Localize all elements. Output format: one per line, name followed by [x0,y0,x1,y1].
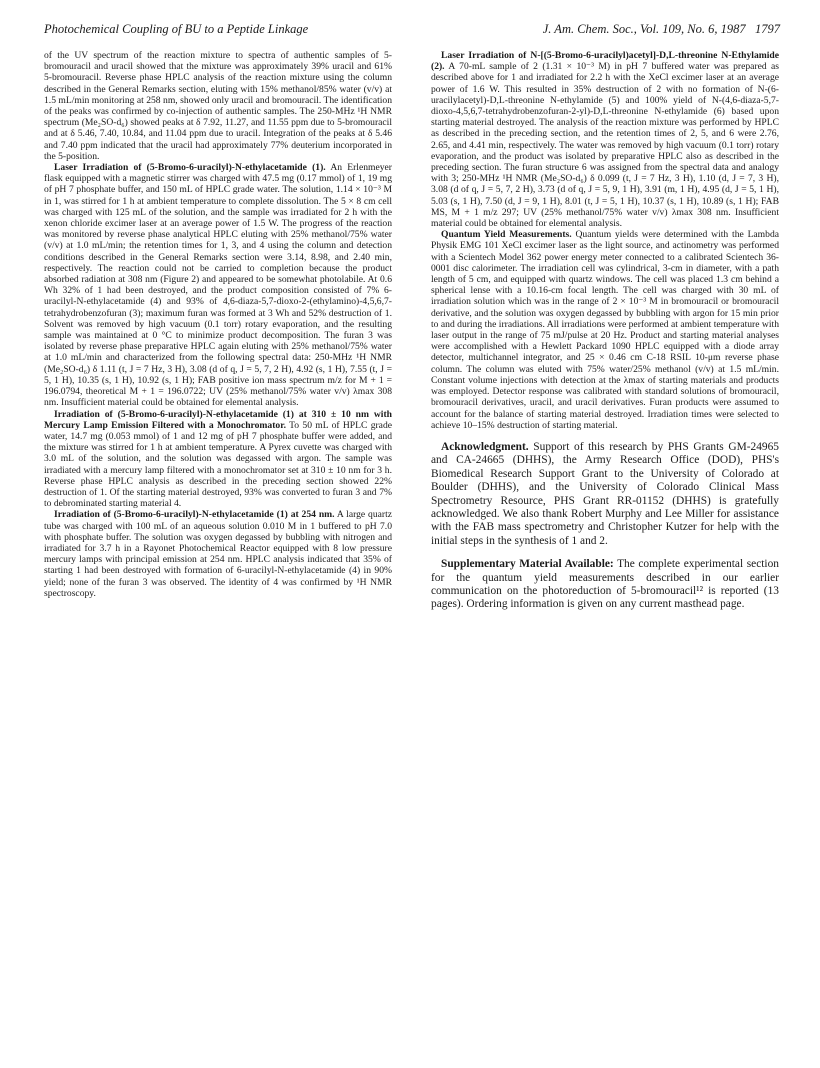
running-title: Photochemical Coupling of BU to a Peptide Linkage [44,22,309,36]
paragraph: Quantum Yield Measurements. Quantum yields were determined with the Lambda Physik EMG 101 XeCl excimer laser as the light source, and actinometry was performed with a Scientech Model 362 power energy meter connected to a calibrated Scientech 36-0001 disc calorimeter. The irradiation cell was cylindrical, 3-cm in diameter, with a path length of 5 cm, and equipped with quartz windows. The cell was placed 1.3 cm behind a spherical lense with a 10.16-cm focal length. The cell was charged with 30 mL of irradiation solution which was in the range of 2 × 10⁻³ M in bromouracil or bromouracil derivative, and the solution was oxygen degassed by bubbling with argon for 15 min prior to and during the irradiations. All irradiations were performed at ambient temperature with laser output in the range of 75 mJ/pulse at 20 Hz. Product and starting material analyses were accomplished with a Hewlett Packard 1090 HPLC equipped with a diode array detector, multichannel integrator, and 25 × 0.46 cm C-18 RSIL 10-μm reverse phase column. The column was eluted with 75% water/25% methanol (v/v) at 1.5 mL/min. Constant volume injections with detection at the λmax of starting materials and products was employed. Detector response was calibrated with standard solutions of bromouracil, bromouracil derivatives, uracil, and uracil derivatives. Furan products were assumed to account for the balance of starting material destroyed. Irradiation times were selected to achieve 10–15% destruction of starting material. [431,229,780,431]
supplementary-material: Supplementary Material Available: The complete experimental section for the quantum yield measurements described in our earlier communication on the photoreduction of 5-bromouracil¹² is reported (13 pages). Ordering information is given on any current masthead page. [431,558,779,611]
left-column [44,50,392,599]
journal-citation: J. Am. Chem. Soc., Vol. 109, No. 6, 1987 1797 [542,22,780,36]
supplementary-heading: Supplementary Material Available: [441,558,614,571]
paragraph: Irradiation of (5-Bromo-6-uracilyl)-N-ethylacetamide (1) at 310 ± 10 nm with Mercury Lamp Emission Filtered with a Monochromator. To 50 mL of HPLC grade water, 14.7 mg (0.053 mmol) of 1 and 12 mg of pH 7 phosphate buffer were added, and the mixture was stirred for 1 h at ambient temperature. A Pyrex cuvette was charged with 3.0 mL of the solution, and the solution was degassed with argon. The sample was irradiated with a mercury lamp filtered with a monochromator set at 310 ± 10 nm for 3 h. Reverse phase HPLC analysis as described in the preceding section showed 22% destruction of 1. Of the starting material destroyed, 93% was converted to furan 3 and 7% to debrominated starting material 4. [44,408,392,510]
paragraph: Laser Irradiation of N-[(5-Bromo-6-uracilyl)acetyl]-D,L-threonine N-Ethylamide (2). A 70-mL sample of 2 (1.31 × 10⁻³ M) in pH 7 buffered water was prepared as described above for 1 and irradiated for 2.2 h with the XeCl excimer laser at an average power of 1.6 W. This resulted in 35% destruction of 2 with no formation of N-(6-uracilylacetyl)-D,L-threonine N-ethylamide (5) and 100% yield of N-(4,6-diaza-5,7-dioxo-4,5,6,7-tetrahydrobenzofuran-2-yl)-D,L-threonine N-ethylamide (6) based upon starting material destroyed. The analysis of the reaction mixture was performed by HPLC as described in the preceding section, and the retention times of 2, 5, and 6 were 2.76, 2.65, and 4.41 min, respectively. The water was removed by high vacuum (0.1 torr) rotary evaporation, and the product was isolated by preparative HPLC also as described in the preceding section. The furan structure 6 was assigned from the spectral data and analogy with 3; 250-MHz ¹H NMR (Me₂SO-d₆) δ 0.099 (t, J = 7 Hz, 3 H), 1.10 (d, J = 7, 3 H), 3.08 (d of q, J = 5, 7, 2 H), 3.73 (d of q, J = 5, 9, 1 H), 3.91 (m, 1 H), 4.95 (d, J = 5, 1 H), 5.03 (s, 1 H), 7.50 (d, J = 9, 1 H), 8.01 (t, J = 5, 1 H), 10.37 (s, 1 H), 10.89 (s, 1 H); FAB MS, M + 1 m/z 297; UV (25% methanol/75% water v/v) λmax 308 nm. Insufficient material could be obtained for elemental analysis. [431,50,779,230]
acknowledgment: Acknowledgment. Support of this research by PHS Grants GM-24965 and CA-24665 (DHHS), the Army Research Office (DOD), PHS's Biomedical Research Support Grant to the University of Colorado at Boulder (DHHS), and the University of Colorado Clinical Mass Spectrometry Resource, PHS Grant RR-01152 (DHHS) is gratefully acknowledged. We also thank Robert Murphy and Lee Miller for assistance with the FAB mass spectrometry and Christopher Kutzer for help with the initial steps in the synthesis of 1 and 2. [431,440,779,547]
section-heading: Laser Irradiation of (5-Bromo-6-uracilyl)-N-ethylacetamide (1). [54,162,326,174]
section-heading: Laser Irradiation of N-[(5-Bromo-6-uracilyl)acetyl]-D,L-threonine N-Ethylamide (2). [431,50,779,73]
paragraph: Laser Irradiation of (5-Bromo-6-uracilyl)-N-ethylacetamide (1). An Erlenmeyer flask equipped with a magnetic stirrer was charged with 47.5 mg (0.17 mmol) of 1, 19 mg of pH 7 phosphate buffer, and 150 mL of HPLC grade water. The solution, 1.14 × 10⁻³ M in 1, was stirred for 1 h at ambient temperature to complete dissolution. The 5 × 8 cm cell was charged with 125 mL of the solution, and the sample was irradiated for 2 h with the xenon chloride excimer laser at an average power of 1.5 W. The progress of the reaction was monitored by reverse phase analytical HPLC eluting with 25% methanol/75% water (v/v) at 1.0 mL/min; the retention times for 1, 3, and 4 using the column and detection conditions described in the General Remarks section were 3.14, 8.98, and 2.40 min, respectively. The reaction could not be carried to completion because the product absorbed radiation at 308 nm (Figure 2) and appeared to be somewhat photolabile. At 0.6 Wh 32% of 1 had been destroyed, and the product composition consisted of 7% 6-uracilyl-N-ethylacetamide (4) and 93% of 4,6-diaza-5,7-dioxo-2-(ethylamino)-4,5,6,7-tetrahydrobenzofuran (3); maximum furan was formed at 3 Wh and 52% destruction of 1. Solvent was removed by high vacuum (0.1 torr) rotary evaporation, and the resulting sample was maintained at 0 °C to minimize product decomposition. The furan 3 was isolated by reverse phase preparative HPLC again eluting with 25% methanol/75% water at 1.0 mL/min and characterized from the following spectral data: 250-MHz ¹H NMR (Me₂SO-d₆) δ 1.11 (t, J = 7 Hz, 3 H), 3.08 (d of q, J = 5, 7, 2 H), 4.92 (s, 1 H), 7.55 (t, J = 5, 1 H), 10.35 (s, 1 H), 10.92 (s, 1 H); FAB positive ion mass spectrum m/z for M + 1 = 196.0794, theoretical M + 1 = 196.0722; UV (25% methanol/75% water v/v) λmax 308 nm. Insufficient material could be obtained for elemental analysis. [44,162,392,409]
section-heading: Quantum Yield Measurements. [441,229,572,241]
right-column [431,50,779,612]
section-heading: Irradiation of (5-Bromo-6-uracilyl)-N-ethylacetamide (1) at 310 ± 10 nm with Mercury Lamp Emission Filtered with a Monochromator. [44,408,392,431]
paragraph: Irradiation of (5-Bromo-6-uracilyl)-N-ethylacetamide (1) at 254 nm. A large quartz tube was charged with 100 mL of an aqueous solution 0.010 M in 1 buffered to pH 7.0 with phosphate buffer. The solution was oxygen degassed by bubbling with nitrogen and irradiated for 3.7 h in a Rayonet Photochemical Reactor equipped with 8 low pressure mercury lamps with principal emission at 254 nm. HPLC analysis indicated that 35% of starting 1 had been destroyed with formation of 6-uracilyl-N-ethylacetamide (4) in 90% yield; none of the furan 3 was observed. The identity of 4 was confirmed by ¹H NMR spectroscopy. [44,509,392,599]
page-number: 1797 [755,22,780,36]
paragraph: of the UV spectrum of the reaction mixture to spectra of authentic samples of 5-bromouracil and uracil showed that the mixture was approximately 39% uracil and 61% 5-bromouracil. Reverse phase HPLC analysis of the reaction mixture using the column described in the General Remarks section, eluting with 15% methanol/85% water (v/v) at 1.5 mL/min monitoring at 258 nm, showed only uracil and bromouracil. The identification of the peaks was confirmed by co-injection of authentic samples. The 250-MHz ¹H NMR spectrum (Me₂SO-d₆) showed peaks at δ 7.92, 11.27, and 11.55 ppm due to 5-bromouracil and at δ 5.46, 7.40, 10.84, and 11.04 ppm due to uracil. Integration of the peaks at δ 5.46 and 7.40 ppm indicated that the uracil had approximately 77% deuterium incorporated in the 5-position. [44,50,392,162]
running-header [44,22,780,40]
section-heading: Irradiation of (5-Bromo-6-uracilyl)-N-ethylacetamide (1) at 254 nm. [54,509,335,521]
acknowledgment-heading: Acknowledgment. [441,440,529,453]
